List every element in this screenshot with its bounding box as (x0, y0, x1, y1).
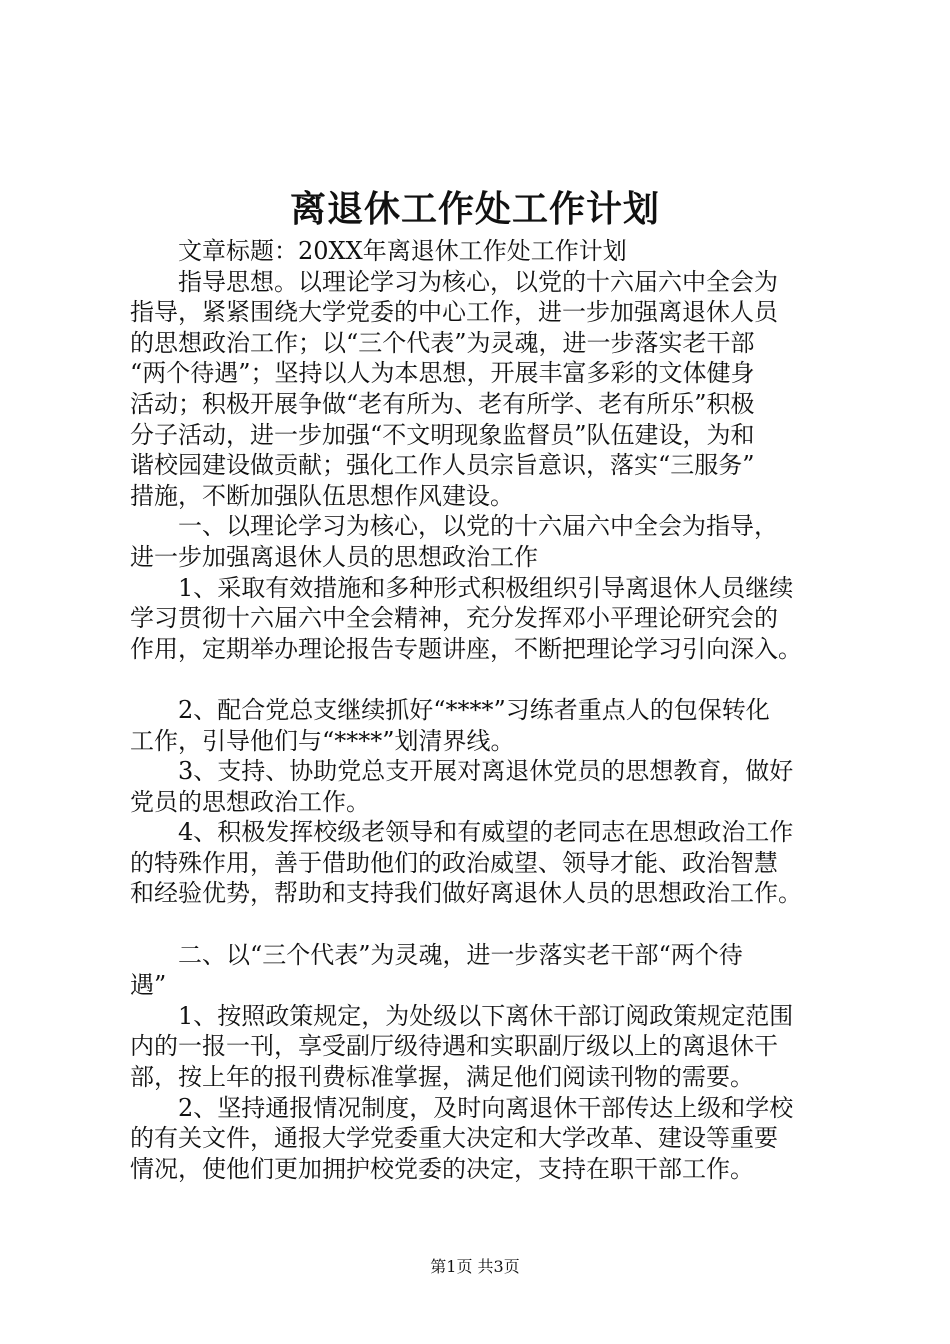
document-title: 离退休工作处工作计划 (289, 188, 660, 230)
body-line: 指导思想。以理论学习为核心，以党的十六届六中全会为 (130, 267, 778, 296)
blank-line (130, 664, 850, 695)
body-line: 学习贯彻十六届六中全会精神，充分发挥邓小平理论研究会的 (130, 604, 778, 633)
body-line: 谐校园建设做贡献；强化工作人员宗旨意识，落实“三服务” (130, 451, 755, 480)
document-body (130, 236, 850, 1184)
body-line: 和经验优势，帮助和支持我们做好离退休人员的思想政治工作。 (130, 879, 802, 908)
body-line: 党员的思想政治工作。 (130, 787, 370, 816)
body-line: 3、支持、协助党总支开展对离退休党员的思想教育，做好 (130, 757, 794, 786)
body-line: 分子活动，进一步加强“不文明现象监督员”队伍建设，为和 (130, 420, 755, 449)
blank-line (130, 909, 850, 940)
body-line: 指导，紧紧围绕大学党委的中心工作，进一步加强离退休人员 (130, 298, 778, 327)
section-heading: 二、以“三个代表”为灵魂，进一步落实老干部“两个待 (130, 940, 743, 969)
section-heading: 进一步加强离退休人员的思想政治工作 (130, 542, 538, 571)
body-line: 的特殊作用，善于借助他们的政治威望、领导才能、政治智慧 (130, 848, 778, 877)
body-line: “两个待遇”；坚持以人为本思想，开展丰富多彩的文体健身 (130, 359, 755, 388)
body-line: 部，按上年的报刊费标准掌握，满足他们阅读刊物的需要。 (130, 1063, 754, 1092)
body-line: 的思想政治工作；以“三个代表”为灵魂，进一步落实老干部 (130, 328, 755, 357)
section-heading: 一、以理论学习为核心，以党的十六届六中全会为指导， (130, 512, 778, 541)
body-line: 文章标题：20XX年离退休工作处工作计划 (130, 237, 627, 265)
body-line: 1、采取有效措施和多种形式积极组织引导离退休人员继续 (130, 573, 794, 602)
body-line: 情况，使他们更加拥护校党委的决定，支持在职干部工作。 (130, 1154, 754, 1183)
body-line: 2、坚持通报情况制度，及时向离退休干部传达上级和学校 (130, 1093, 794, 1122)
body-line: 活动；积极开展争做“老有所为、老有所学、老有所乐”积极 (130, 389, 755, 418)
body-line: 工作，引导他们与“****”划清界线。 (130, 726, 515, 755)
body-line: 的有关文件，通报大学党委重大决定和大学改革、建设等重要 (130, 1124, 778, 1153)
section-heading: 遇” (130, 971, 167, 1000)
body-line: 2、配合党总支继续抓好“****”习练者重点人的包保转化 (130, 695, 770, 724)
body-line: 1、按照政策规定，为处级以下离休干部订阅政策规定范围 (130, 1001, 794, 1030)
body-line: 内的一报一刊，享受副厅级待遇和实职副厅级以上的离退休干 (130, 1032, 778, 1061)
body-line: 作用，定期举办理论报告专题讲座，不断把理论学习引向深入。 (130, 634, 802, 663)
body-line: 措施，不断加强队伍思想作风建设。 (130, 481, 514, 510)
body-line: 4、积极发挥校级老领导和有威望的老同志在思想政治工作 (130, 818, 794, 847)
page-footer: 第1页 共3页 (430, 1257, 520, 1276)
